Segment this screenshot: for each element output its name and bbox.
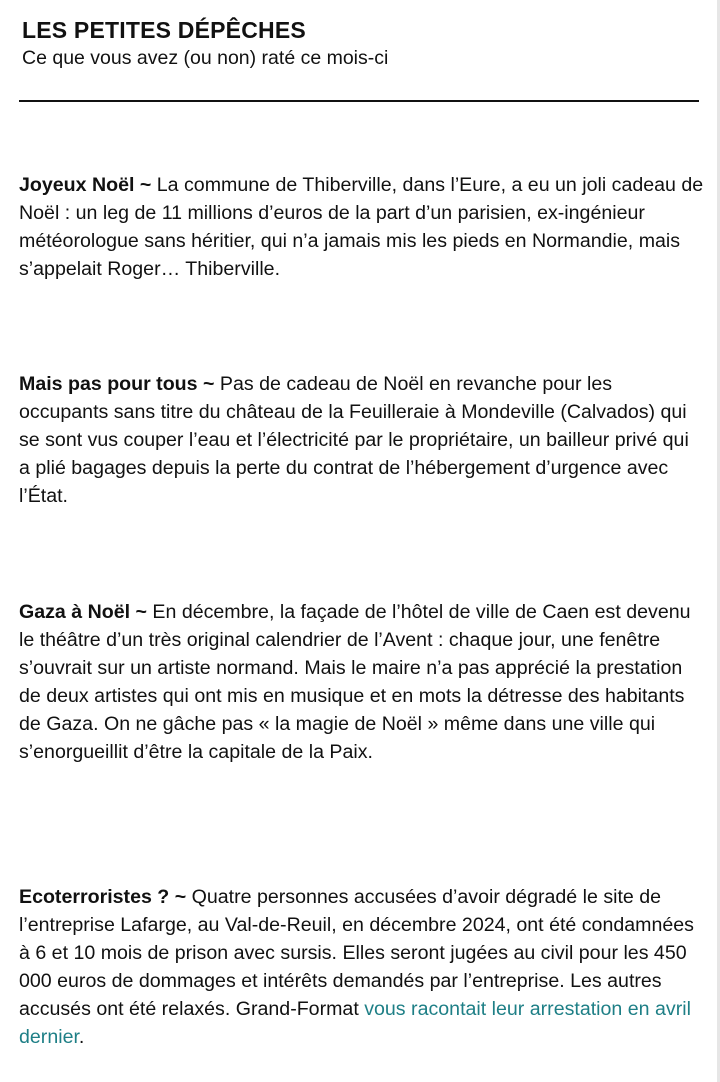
news-item-lead: Mais pas pour tous ~ [19, 373, 215, 395]
news-item-lead: Gaza à Noël ~ [19, 601, 147, 623]
header [22, 16, 700, 70]
news-item-body: Pas de cadeau de Noël en revanche pour les occupants sans titre du château de la Feuilleraie à Mondeville (Calvados) qui se sont vus couper l’eau et l’électricité par le propriétaire, un bailleur privé qui a plié bagages depuis la perte du contrat de l’hébergement d’urgence avec l’État. [19, 373, 689, 507]
news-item-body: La commune de Thiberville, dans l’Eure, a eu un joli cadeau de Noël : un leg de 11 millions d’euros de la part d’un parisien, ex-ingénieur météorologue sans héritier, qui n’a jamais mis les pieds en Normandie, mais s’appelait Roger… Thiberville. [19, 174, 704, 280]
news-item-lead: Joyeux Noël ~ [19, 174, 152, 196]
news-item-mais-pas-pour-tous [19, 370, 704, 510]
header-divider [19, 100, 699, 102]
news-item-body: Quatre personnes accusées d’avoir dégradé le site de l’entreprise Lafarge, au Val-de-Reuil, en décembre 2024, ont été condamnées à 6 et 10 mois de prison avec sursis. Elles seront jugées au civil pour les 450 000 euros de dommages et intérêts demandés par l’entreprise. Les autres accusés ont été relaxés. Grand-Format [19, 886, 694, 1020]
arrestation-article-link[interactable]: vous racontait leur arrestation en avril dernier [19, 998, 691, 1048]
news-item-body: En décembre, la façade de l’hôtel de ville de Caen est devenu le théâtre d’un très original calendrier de l’Avent : chaque jour, une fenêtre s’ouvrait sur un artiste normand. Mais le maire n’a pas apprécié la prestation de deux artistes qui ont mis en musique et en mots la détresse des habitants de Gaza. On ne gâche pas « la magie de Noël » même dans une ville qui s’enorgueillit d’être la capitale de la Paix. [19, 601, 691, 763]
news-item-joyeux-noel [19, 171, 704, 283]
news-item-tail: . [78, 1026, 85, 1048]
page-subtitle: Ce que vous avez (ou non) raté ce mois-ci [22, 47, 389, 69]
news-item-gaza-a-noel [19, 598, 704, 766]
news-item-ecoterroristes [19, 883, 704, 1051]
news-item-lead: Ecoterroristes ? ~ [19, 886, 187, 908]
page-title: LES PETITES DÉPÊCHES [22, 17, 306, 43]
